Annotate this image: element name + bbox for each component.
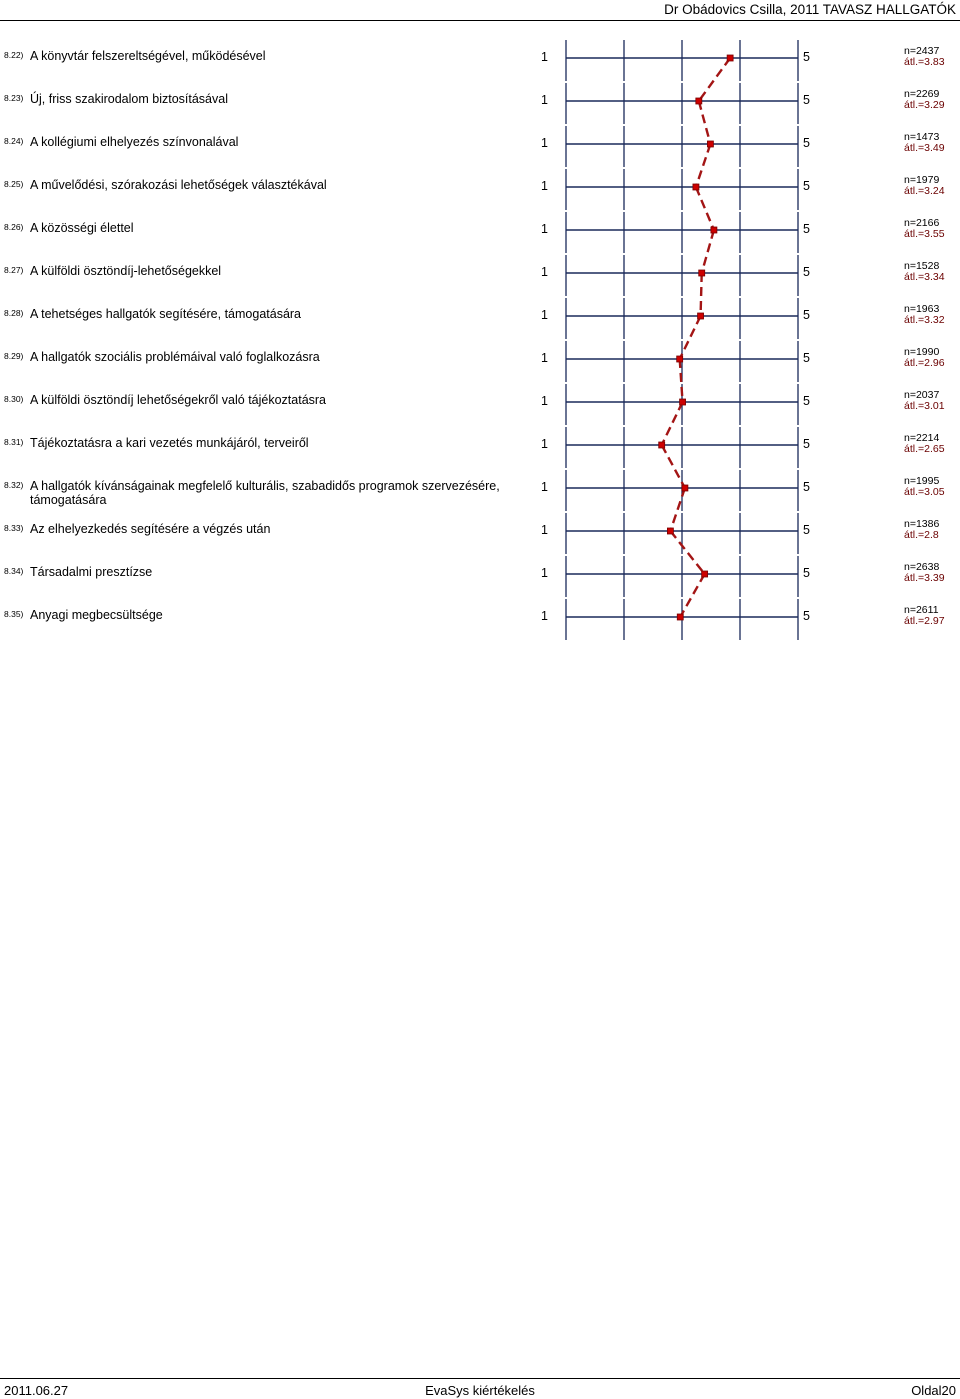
scale-max-label: 5 <box>803 222 810 236</box>
item-stats <box>904 46 945 68</box>
footer-center-text: EvaSys kiértékelés <box>425 1383 535 1398</box>
footer-date: 2011.06.27 <box>4 1383 69 1398</box>
item-label: A könyvtár felszereltségével, működésével <box>30 49 266 63</box>
item-stats <box>904 433 945 455</box>
scale-max-label: 5 <box>803 265 810 279</box>
item-row <box>0 262 960 305</box>
scale-min-label: 1 <box>541 50 548 64</box>
item-label: Tájékoztatásra a kari vezetés munkájáról, terveiről <box>30 436 309 450</box>
scale-min-label: 1 <box>541 566 548 580</box>
item-number: 8.24) <box>4 136 24 146</box>
item-mean: átl.=2.96 <box>904 357 945 369</box>
item-number: 8.33) <box>4 523 24 533</box>
item-row <box>0 219 960 262</box>
item-mean: átl.=2.8 <box>904 529 939 541</box>
item-n: n=1528 <box>904 260 940 272</box>
scale-min-label: 1 <box>541 179 548 193</box>
item-row <box>0 176 960 219</box>
scale-max-label: 5 <box>803 136 810 150</box>
scale-min-label: 1 <box>541 394 548 408</box>
item-mean: átl.=2.97 <box>904 615 945 627</box>
scale-min-label: 1 <box>541 523 548 537</box>
item-stats <box>904 562 945 584</box>
item-stats <box>904 347 945 369</box>
item-mean: átl.=3.01 <box>904 400 945 412</box>
item-n: n=2214 <box>904 432 940 444</box>
item-mean: átl.=3.24 <box>904 185 945 197</box>
item-row <box>0 434 960 477</box>
scale-min-label: 1 <box>541 93 548 107</box>
item-number: 8.22) <box>4 50 24 60</box>
item-n: n=1963 <box>904 303 940 315</box>
item-number: 8.23) <box>4 93 24 103</box>
footer-rule <box>0 1378 960 1379</box>
footer-page: Oldal20 <box>911 1383 956 1398</box>
item-number: 8.35) <box>4 609 24 619</box>
item-label: A hallgatók szociális problémáival való foglalkozásra <box>30 350 320 364</box>
item-n: n=1990 <box>904 346 940 358</box>
scale-min-label: 1 <box>541 308 548 322</box>
item-mean: átl.=3.49 <box>904 142 945 154</box>
item-number: 8.25) <box>4 179 24 189</box>
item-number: 8.26) <box>4 222 24 232</box>
item-n: n=2611 <box>904 604 939 616</box>
item-label: A közösségi élettel <box>30 221 134 235</box>
item-row <box>0 520 960 563</box>
item-n: n=2166 <box>904 217 940 229</box>
scale-max-label: 5 <box>803 566 810 580</box>
item-mean: átl.=3.55 <box>904 228 945 240</box>
item-label: Társadalmi presztízse <box>30 565 153 579</box>
item-row <box>0 47 960 90</box>
item-n: n=1473 <box>904 131 940 143</box>
item-row <box>0 348 960 391</box>
item-stats <box>904 175 945 197</box>
item-mean: átl.=3.39 <box>904 572 945 584</box>
item-row <box>0 90 960 133</box>
scale-min-label: 1 <box>541 609 548 623</box>
item-row <box>0 477 960 520</box>
scale-min-label: 1 <box>541 437 548 451</box>
item-label: Az elhelyezkedés segítésére a végzés után <box>30 522 271 536</box>
item-number: 8.27) <box>4 265 24 275</box>
item-row <box>0 563 960 606</box>
scale-max-label: 5 <box>803 179 810 193</box>
item-stats <box>904 304 945 326</box>
item-mean: átl.=3.83 <box>904 56 945 68</box>
item-n: n=2638 <box>904 561 940 573</box>
scale-min-label: 1 <box>541 351 548 365</box>
item-stats <box>904 218 945 240</box>
item-row <box>0 391 960 434</box>
item-label: Új, friss szakirodalom biztosításával <box>30 92 228 106</box>
scale-min-label: 1 <box>541 136 548 150</box>
scale-max-label: 5 <box>803 394 810 408</box>
item-label: A tehetséges hallgatók segítésére, támogatására <box>30 307 302 321</box>
scale-max-label: 5 <box>803 480 810 494</box>
scale-max-label: 5 <box>803 351 810 365</box>
item-number: 8.28) <box>4 308 24 318</box>
item-label: A művelődési, szórakozási lehetőségek választékával <box>30 178 327 192</box>
item-n: n=1979 <box>904 174 940 186</box>
item-row <box>0 305 960 348</box>
scale-max-label: 5 <box>803 50 810 64</box>
scale-max-label: 5 <box>803 609 810 623</box>
scale-min-label: 1 <box>541 222 548 236</box>
item-n: n=2437 <box>904 45 940 57</box>
item-mean: átl.=3.32 <box>904 314 945 326</box>
item-stats <box>904 132 945 154</box>
item-n: n=2269 <box>904 88 940 100</box>
item-number: 8.32) <box>4 480 24 490</box>
item-stats <box>904 89 945 111</box>
item-number: 8.34) <box>4 566 24 576</box>
header-rule <box>0 20 960 21</box>
item-label: A hallgatók kívánságainak megfelelő kulturális, szabadidős programok szervezésére, támogatására <box>30 479 500 507</box>
scale-max-label: 5 <box>803 523 810 537</box>
item-label: Anyagi megbecsültsége <box>30 608 163 622</box>
item-stats <box>904 390 945 412</box>
item-n: n=2037 <box>904 389 940 401</box>
item-row <box>0 606 960 649</box>
item-n: n=1995 <box>904 475 940 487</box>
scale-max-label: 5 <box>803 93 810 107</box>
item-mean: átl.=3.34 <box>904 271 945 283</box>
item-number: 8.30) <box>4 394 24 404</box>
scale-min-label: 1 <box>541 265 548 279</box>
item-number: 8.31) <box>4 437 24 447</box>
scale-min-label: 1 <box>541 480 548 494</box>
item-number: 8.29) <box>4 351 24 361</box>
item-label: A külföldi ösztöndíj lehetőségekről való tájékoztatásra <box>30 393 327 407</box>
item-mean: átl.=2.65 <box>904 443 945 455</box>
scale-max-label: 5 <box>803 437 810 451</box>
item-label: A külföldi ösztöndíj-lehetőségekkel <box>30 264 222 278</box>
item-stats <box>904 605 945 627</box>
item-label: A kollégiumi elhelyezés színvonalával <box>30 135 239 149</box>
header-title: Dr Obádovics Csilla, 2011 TAVASZ HALLGATÓK <box>664 2 956 17</box>
item-stats <box>904 476 945 498</box>
item-stats <box>904 261 945 283</box>
scale-max-label: 5 <box>803 308 810 322</box>
item-row <box>0 133 960 176</box>
item-n: n=1386 <box>904 518 940 530</box>
item-mean: átl.=3.29 <box>904 99 945 111</box>
item-mean: átl.=3.05 <box>904 486 945 498</box>
item-stats <box>904 519 939 541</box>
